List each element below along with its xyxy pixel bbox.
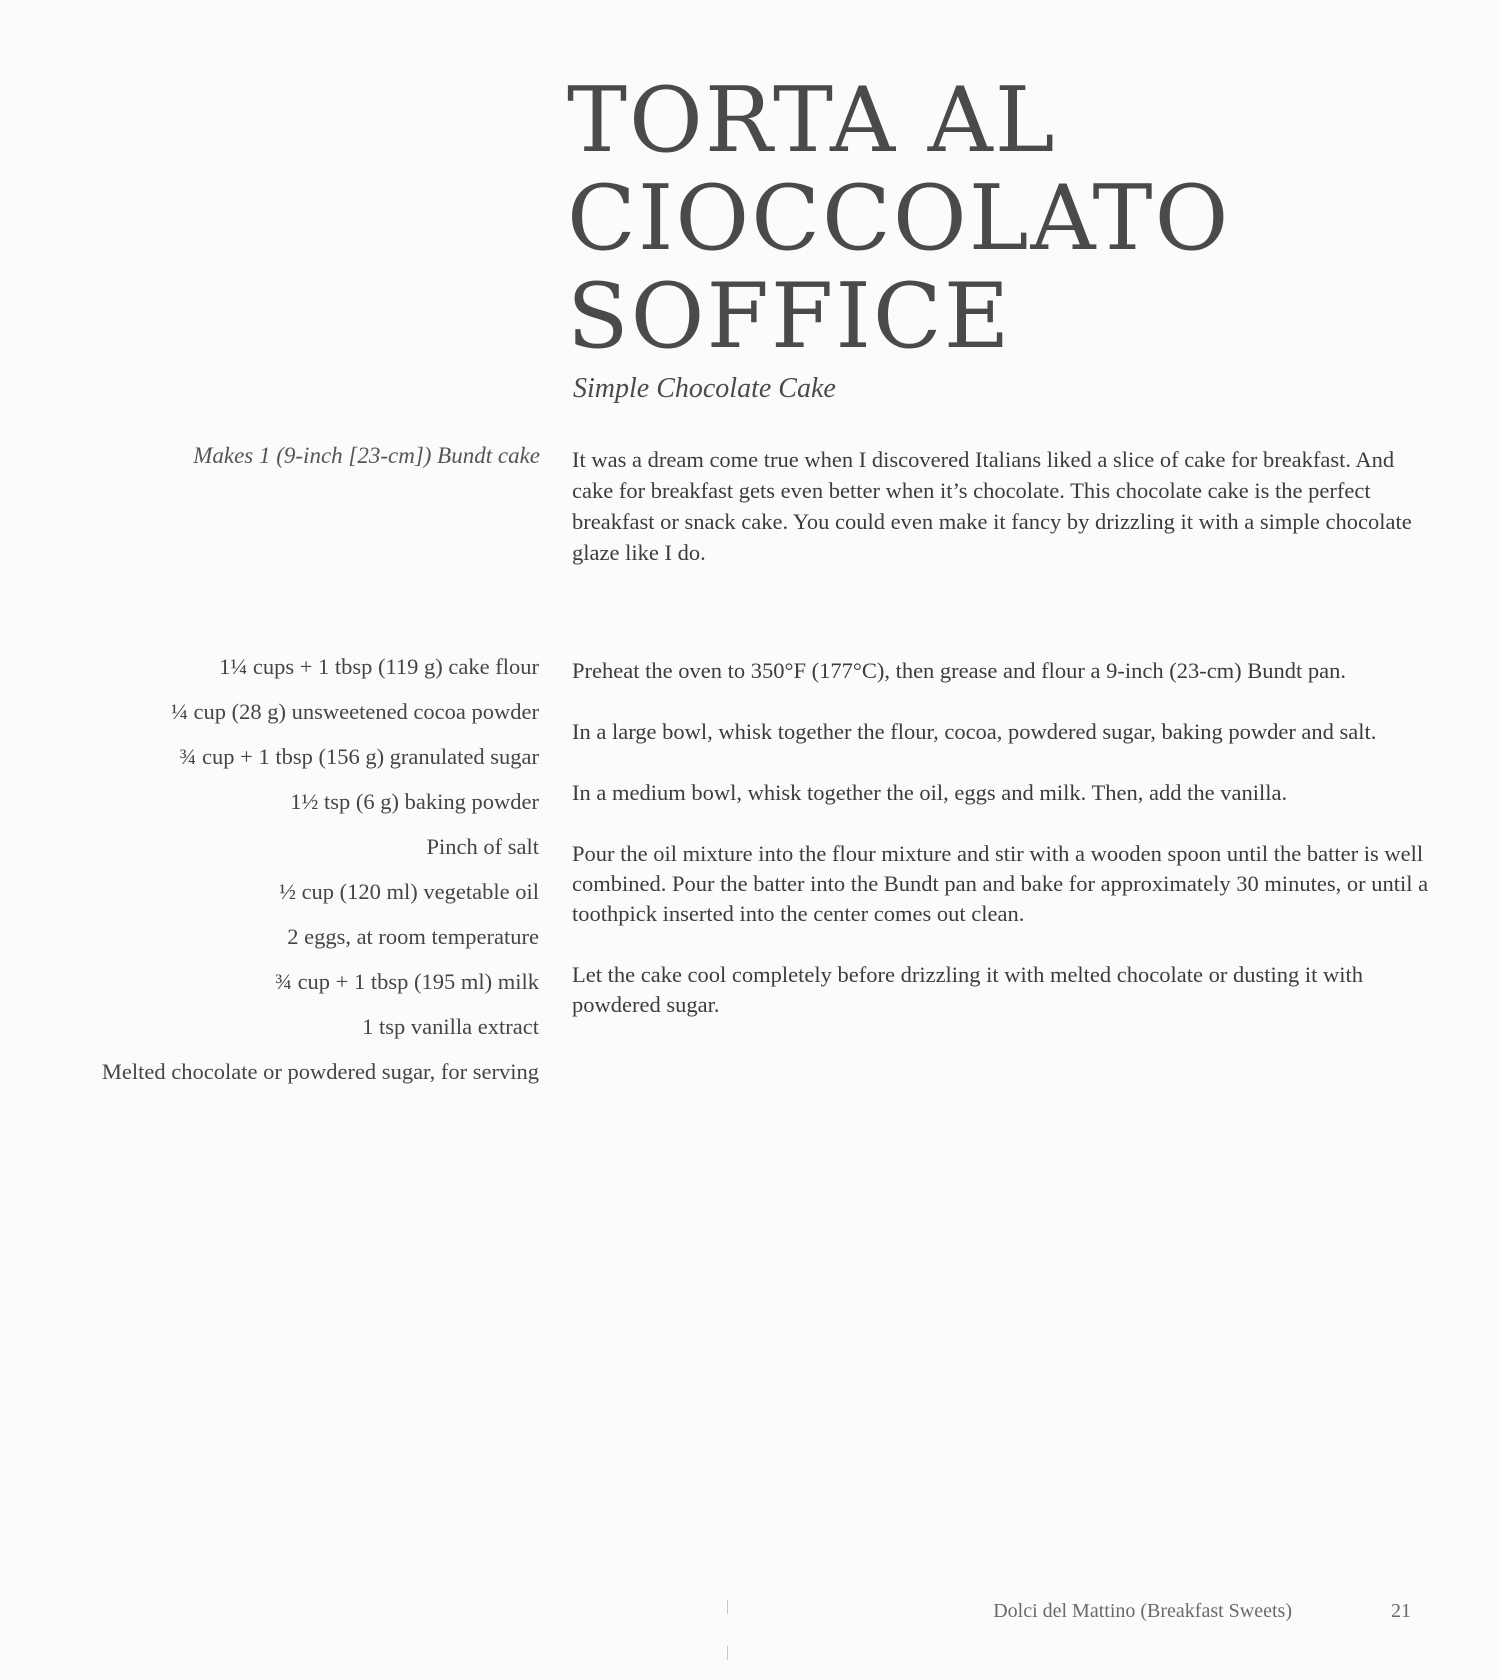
method-step: Let the cake cool completely before drizzling it with melted chocolate or dusting it with powdered sugar. [572,962,1363,1017]
ingredient-item: 1 tsp vanilla extract [362,1014,539,1039]
method-step: In a large bowl, whisk together the flour, cocoa, powdered sugar, baking powder and salt. [572,719,1377,744]
ingredient-item: ¾ cup + 1 tbsp (195 ml) milk [275,969,539,994]
ingredient-list [99,652,539,1102]
ingredient-item: 1¼ cups + 1 tbsp (119 g) cake flour [219,654,539,679]
ingredient-item: 2 eggs, at room temperature [287,924,539,949]
ingredient-item: Pinch of salt [426,834,539,859]
method-step: In a medium bowl, whisk together the oil, eggs and milk. Then, add the vanilla. [572,780,1288,805]
method-step: Preheat the oven to 350°F (177°C), then grease and flour a 9-inch (23-cm) Bundt pan. [572,658,1347,683]
ingredient-item: 1½ tsp (6 g) baking powder [290,789,539,814]
page-number: 21 [1391,1600,1411,1622]
footer-section-title: Dolci del Mattino (Breakfast Sweets) [993,1600,1292,1622]
title-line-3: SOFFICE [567,264,1012,369]
ingredient-item: ¼ cup (28 g) unsweetened cocoa powder [171,699,539,724]
ingredient-item: ¾ cup + 1 tbsp (156 g) granulated sugar [179,744,539,769]
title-line-2: CIOCCOLATO [567,166,1231,271]
page-gutter-mark [727,1600,728,1614]
page-gutter-mark [727,1646,728,1660]
recipe-intro: It was a dream come true when I discovered Italians liked a slice of cake for breakfast. And cake for breakfast gets even better when it’s chocolate. This chocolate cake is the perfect breakfast or snack cake. You could even make it fancy by drizzling it with a simple chocolate glaze like I do. [572,447,1412,565]
recipe-title [567,68,1267,369]
ingredient-item: Melted chocolate or powdered sugar, for serving [101,1059,539,1084]
ingredient-item: ½ cup (120 ml) vegetable oil [279,879,539,904]
method-steps [572,656,1432,1051]
recipe-subtitle: Simple Chocolate Cake [573,373,836,404]
recipe-yield: Makes 1 (9-inch [23-cm]) Bundt cake [193,443,540,468]
method-step: Pour the oil mixture into the flour mixture and stir with a wooden spoon until the batter is well combined. Pour the batter into the Bundt pan and bake for approximately 30 minutes, or until a toothpick inserted into the center comes out clean. [572,841,1429,926]
title-line-1: TORTA AL [567,68,1057,173]
